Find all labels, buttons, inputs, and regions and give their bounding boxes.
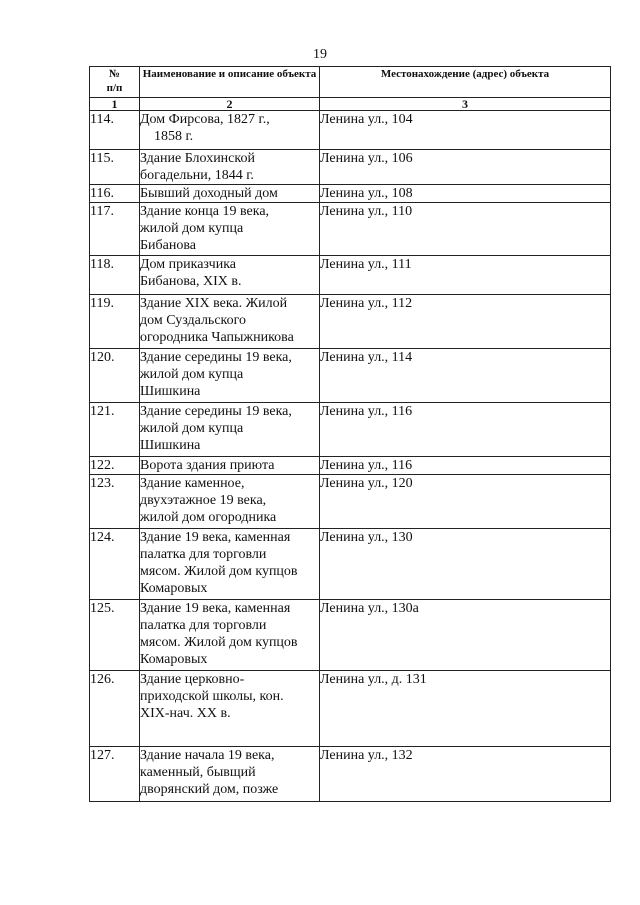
object-name — [140, 529, 320, 600]
table-row — [90, 349, 611, 403]
object-name-line: Дом Фирсова, 1827 г., — [140, 112, 270, 127]
table-row — [90, 457, 611, 475]
object-name — [140, 349, 320, 403]
table-header-row — [90, 67, 611, 98]
object-name-line: жилой дом купца — [140, 221, 244, 236]
table-row — [90, 111, 611, 150]
row-number: 118. — [90, 256, 140, 295]
column-number-2: 2 — [140, 98, 320, 111]
object-name — [140, 150, 320, 185]
row-number: 125. — [90, 600, 140, 671]
row-number: 117. — [90, 203, 140, 256]
row-number: 122. — [90, 457, 140, 475]
object-name-line: огородника Чапыжникова — [140, 330, 294, 345]
object-name — [140, 747, 320, 802]
object-name-line: жилой дом огородника — [140, 510, 277, 525]
object-address: Ленина ул., 116 — [320, 457, 611, 475]
object-address: Ленина ул., 104 — [320, 111, 611, 150]
row-number: 127. — [90, 747, 140, 802]
object-address: Ленина ул., 114 — [320, 349, 611, 403]
object-name-line: двухэтажное 19 века, — [140, 493, 267, 508]
object-name — [140, 671, 320, 747]
table-row — [90, 203, 611, 256]
row-number: 114. — [90, 111, 140, 150]
object-name-line: Здание середины 19 века, — [140, 404, 292, 419]
object-name-line: Бибанова, XIX в. — [140, 274, 242, 289]
table-row — [90, 185, 611, 203]
object-name-line: жилой дом купца — [140, 421, 244, 436]
object-name-line: палатка для торговли — [140, 547, 267, 562]
object-name — [140, 256, 320, 295]
header-num-text: № п/п — [106, 68, 123, 94]
object-name-line: Здание конца 19 века, — [140, 204, 270, 219]
object-address: Ленина ул., 110 — [320, 203, 611, 256]
column-number-1: 1 — [90, 98, 140, 111]
object-name-line: мясом. Жилой дом купцов — [140, 635, 298, 650]
column-number-row — [90, 98, 611, 111]
object-name-line: приходской школы, кон. — [140, 689, 284, 704]
page-number: 19 — [313, 47, 327, 62]
object-name-line: мясом. Жилой дом купцов — [140, 564, 298, 579]
table-row — [90, 747, 611, 802]
object-name-line: Здание Блохинской — [140, 151, 255, 166]
table-row — [90, 295, 611, 349]
row-number: 115. — [90, 150, 140, 185]
row-number: 123. — [90, 475, 140, 529]
table-row — [90, 475, 611, 529]
object-name — [140, 185, 320, 203]
object-name-line: XIX-нач. XX в. — [140, 706, 231, 721]
object-name — [140, 457, 320, 475]
object-name-line: Здание церковно- — [140, 672, 245, 687]
table-row — [90, 529, 611, 600]
table-row — [90, 256, 611, 295]
header-num — [90, 67, 140, 98]
object-name-line: Здание 19 века, каменная — [140, 530, 291, 545]
header-address: Местонахождение (адрес) объекта — [320, 67, 611, 98]
object-name — [140, 600, 320, 671]
object-name-line: Здание 19 века, каменная — [140, 601, 291, 616]
row-number: 119. — [90, 295, 140, 349]
table-row — [90, 600, 611, 671]
object-name-line: Дом приказчика — [140, 257, 237, 272]
object-address: Ленина ул., 111 — [320, 256, 611, 295]
object-name-line: Здание каменное, — [140, 476, 245, 491]
object-name — [140, 295, 320, 349]
table-row — [90, 150, 611, 185]
column-number-3: 3 — [320, 98, 611, 111]
object-name-line: Здание XIX века. Жилой — [140, 296, 288, 311]
row-number: 126. — [90, 671, 140, 747]
object-name — [140, 111, 320, 150]
row-number: 124. — [90, 529, 140, 600]
header-name: Наименование и описание объекта — [140, 67, 320, 98]
object-address: Ленина ул., д. 131 — [320, 671, 611, 747]
object-name-line: Комаровых — [140, 652, 208, 667]
heritage-objects-table — [89, 66, 611, 802]
object-name — [140, 203, 320, 256]
object-name-line: Шишкина — [140, 438, 201, 453]
table-body — [90, 111, 611, 802]
object-name-line: каменный, бывщий — [140, 765, 256, 780]
object-address: Ленина ул., 130а — [320, 600, 611, 671]
object-name-line: жилой дом купца — [140, 367, 244, 382]
row-number: 116. — [90, 185, 140, 203]
row-number: 121. — [90, 403, 140, 457]
object-name — [140, 475, 320, 529]
object-name-line: Здание середины 19 века, — [140, 350, 292, 365]
object-name-line: дом Суздальского — [140, 313, 247, 328]
object-name — [140, 403, 320, 457]
object-address: Ленина ул., 130 — [320, 529, 611, 600]
object-name-line: дворянский дом, позже — [140, 782, 279, 797]
object-address: Ленина ул., 120 — [320, 475, 611, 529]
object-name-line: Комаровых — [140, 581, 208, 596]
object-name-line: 1858 г. — [154, 129, 194, 144]
object-name-line: палатка для торговли — [140, 618, 267, 633]
object-address: Ленина ул., 106 — [320, 150, 611, 185]
object-name-line: Бывший доходный дом — [140, 186, 278, 201]
object-address: Ленина ул., 108 — [320, 185, 611, 203]
object-name-line: Ворота здания приюта — [140, 458, 275, 473]
row-number: 120. — [90, 349, 140, 403]
object-address: Ленина ул., 132 — [320, 747, 611, 802]
table-row — [90, 403, 611, 457]
object-name-line: Бибанова — [140, 238, 196, 253]
object-address: Ленина ул., 116 — [320, 403, 611, 457]
object-name-line: Здание начала 19 века, — [140, 748, 275, 763]
object-address: Ленина ул., 112 — [320, 295, 611, 349]
table-row — [90, 671, 611, 747]
object-name-line: богадельни, 1844 г. — [140, 168, 254, 183]
object-name-line: Шишкина — [140, 384, 201, 399]
